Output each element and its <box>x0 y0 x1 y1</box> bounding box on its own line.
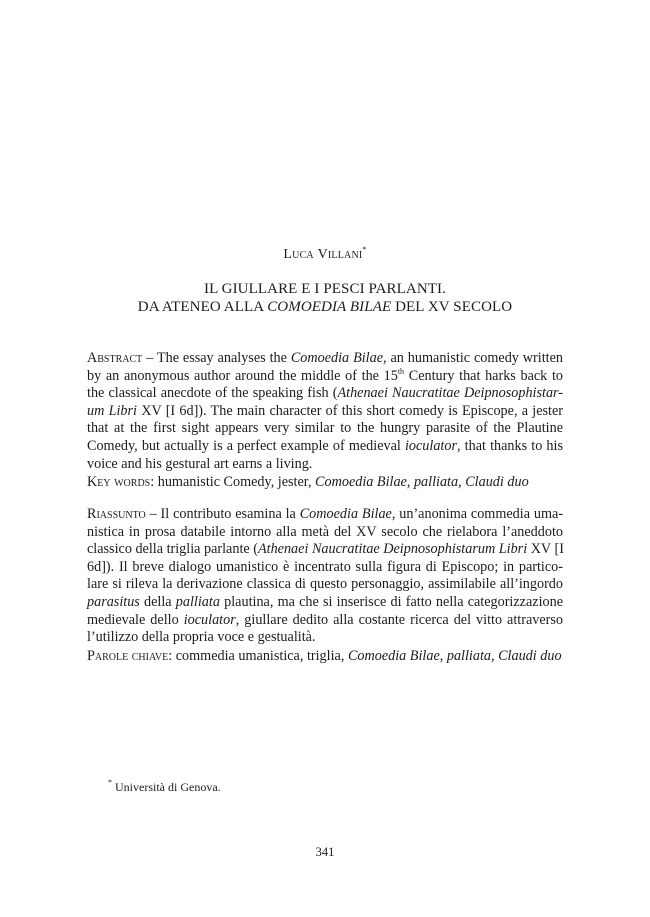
text-run-italic: ioculator <box>404 437 457 454</box>
text-run: classico della triglia parlante ( <box>87 541 258 558</box>
text-run-italic: Comoedia Bilae <box>290 350 384 366</box>
text-run: della <box>139 593 176 610</box>
keywords-line <box>87 474 563 492</box>
text-run-italic: Comoedia Bilae <box>347 648 440 664</box>
text-run: , <box>406 474 414 490</box>
riassunto-line: nistica in prosa databile intorno alla metà del XV secolo che rielabora l’aneddoto <box>87 523 563 540</box>
parole-chiave-label: Parole chiave <box>87 648 169 664</box>
text-run: , <box>439 648 447 664</box>
text-run-italic: Athenaei Naucratitae Deipnosophistar- <box>337 385 564 402</box>
title-line-1: IL GIULLARE E I PESCI PARLANTI. <box>204 281 446 297</box>
riassunto-label: Riassunto <box>87 506 146 522</box>
riassunto-line: 6d]). Il breve dialogo umanistico è incentrato sulla figura di Episcopo; in partico- <box>87 558 563 575</box>
abstract-line <box>87 403 563 421</box>
text-run-italic: palliata <box>413 474 459 490</box>
riassunto-line <box>87 612 563 630</box>
text-run: – The essay analyses the <box>142 350 291 366</box>
text-run: , <box>458 474 466 490</box>
author-footnote-mark: * <box>362 245 367 254</box>
riassunto-paragraph <box>87 506 563 647</box>
author-first-name: Luca <box>283 247 314 262</box>
riassunto-line: l’utilizzo della propria voce e gestualità. <box>87 629 316 646</box>
superscript: th <box>397 366 405 376</box>
text-run: plautina, ma che si inserisce di fatto nella categorizzazione <box>219 593 563 610</box>
footnote <box>108 780 221 795</box>
text-run-italic: Comoedia Bilae <box>315 474 407 490</box>
text-run: medievale dello <box>87 611 184 628</box>
abstract-line <box>87 438 563 456</box>
text-run: , <box>491 648 499 664</box>
author-name <box>0 247 650 263</box>
riassunto-line: lare si rileva la derivazione classica di questo personaggio, assimilabile all’ingordo <box>87 576 563 593</box>
text-run-italic: Claudi duo <box>498 648 562 664</box>
keywords-paragraph <box>87 474 563 492</box>
text-run-italic: ioculator <box>183 611 236 628</box>
author-last-name: Villani <box>317 247 363 262</box>
text-run: Century that harks back to <box>404 367 563 384</box>
text-run: the classical anecdote of the speaking fish ( <box>87 385 338 402</box>
text-run-italic: Comoedia Bilae <box>299 506 392 522</box>
riassunto-line <box>87 506 563 524</box>
keywords-label: Key words <box>87 474 151 490</box>
abstract-label: Abstract <box>87 350 143 366</box>
abstract-paragraph <box>87 350 563 473</box>
text-run: , that thanks to his <box>457 437 563 454</box>
abstract-line <box>87 385 563 403</box>
text-run-italic: Athenaei Naucratitae Deipnosophistarum Libri <box>257 541 528 558</box>
riassunto-line <box>87 541 563 559</box>
text-run: by an anonymous author around the middle of the 15 <box>87 367 398 384</box>
abstract-line: that at the first sight appears very similar to the hungry parasite of the Plautine <box>87 420 563 437</box>
parole-chiave-paragraph <box>87 648 563 666</box>
text-run: , giullare dedito alla costante ricerca del vitto attraverso <box>235 611 563 628</box>
text-run-italic: um Libri <box>87 402 137 419</box>
article-title <box>0 280 650 316</box>
text-run: XV [I <box>527 541 564 558</box>
text-run: : humanistic Comedy, jester, <box>150 474 316 490</box>
footnote-mark: * <box>108 778 112 787</box>
text-run: : commedia umanistica, triglia, <box>168 648 348 664</box>
text-run: XV [I 6d]). The main character of this short comedy is Episcope, a jester <box>136 402 563 419</box>
parole-chiave-line <box>87 648 563 666</box>
title-line-2-italic: COMOEDIA BILAE <box>267 299 392 315</box>
text-run: , an humanistic comedy written <box>383 350 563 366</box>
text-run: , un’anonima commedia uma- <box>391 506 564 522</box>
text-run-italic: palliata <box>175 593 220 610</box>
title-line-2 <box>0 298 650 316</box>
riassunto-line <box>87 594 563 612</box>
page-number: 341 <box>315 845 335 859</box>
text-run-italic: parasitus <box>87 593 140 610</box>
title-line-2-start: DA ATENEO ALLA <box>137 299 268 315</box>
abstract-line <box>87 368 563 386</box>
footnote-text: Università di Genova. <box>115 780 221 794</box>
abstract-line <box>87 350 563 368</box>
text-run: – Il contributo esamina la <box>145 506 300 522</box>
text-run-italic: palliata <box>446 648 491 664</box>
abstract-line: voice and his gestural art earns a living. <box>87 455 313 472</box>
text-run: Comedy, but actually is a perfect example of medieval <box>87 437 405 454</box>
text-run-italic: Claudi duo <box>465 474 529 490</box>
title-line-2-end: DEL XV SECOLO <box>391 299 513 315</box>
